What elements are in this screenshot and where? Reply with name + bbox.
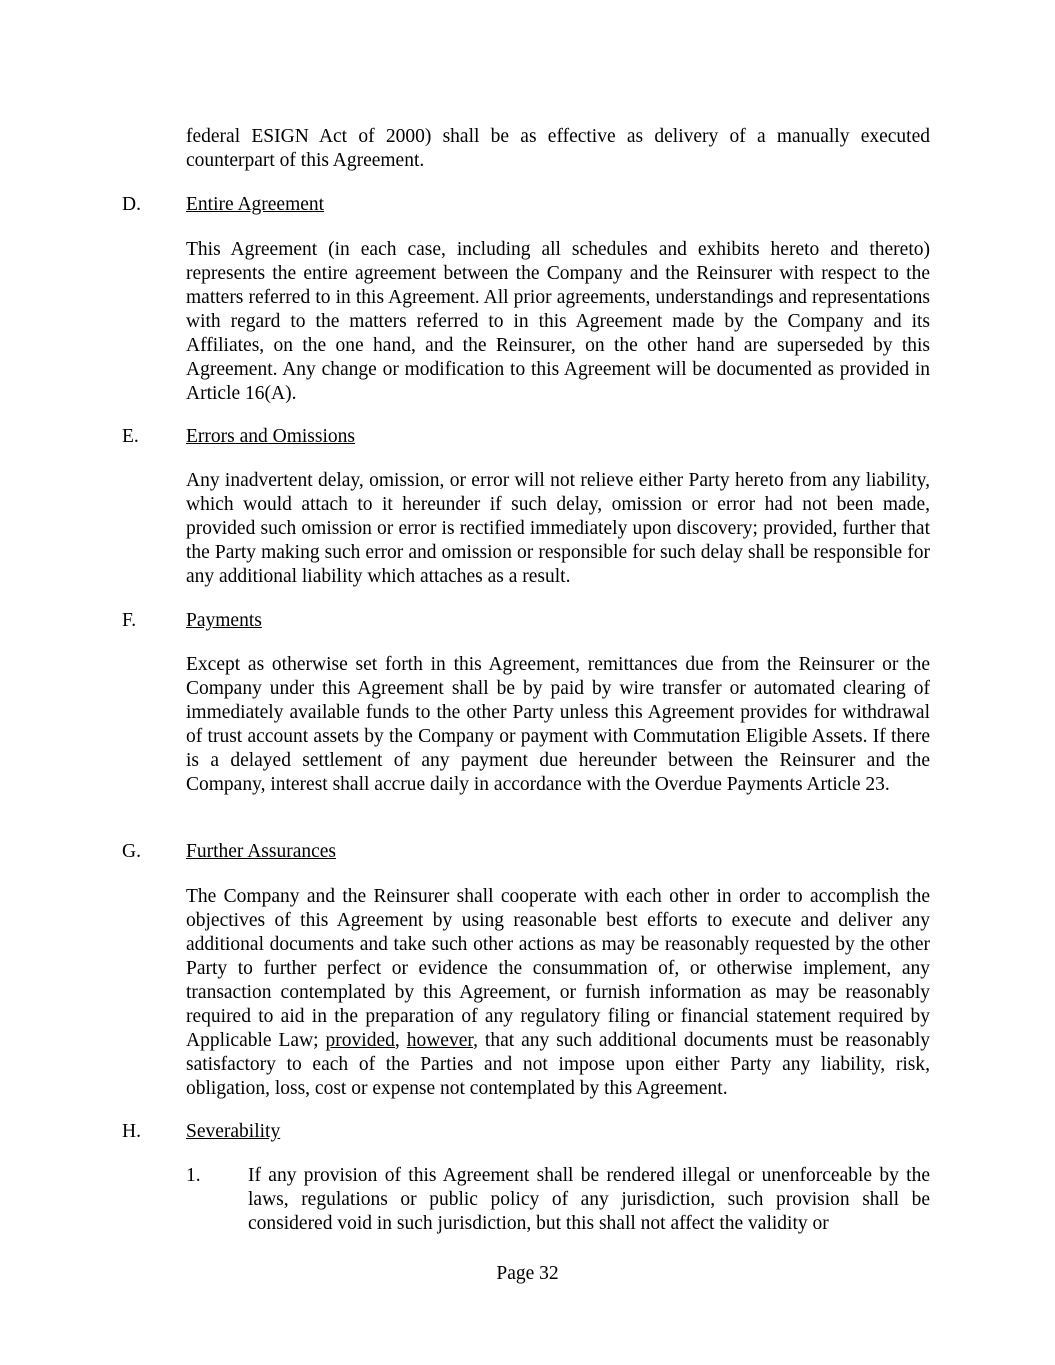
section-d-heading: Entire Agreement — [186, 194, 325, 215]
section-f-heading: Payments — [186, 610, 262, 631]
section-g-body-part1: The Company and the Reinsurer shall cooperate with each other in order to accomplish the objectives of this Agreement by using reasonable best efforts to execute and deliver any additional documents and take such other actions as may be reasonably requested by the other Party to further perfect or evidence the consummation of, or otherwise implement, any transaction contemplated by this Agreement, or furnish information as may be reasonably required to aid in the preparation of any regulatory filing or financial statement required by Applicable Law; — [186, 886, 930, 1051]
intro-paragraph: federal ESIGN Act of 2000) shall be as effective as delivery of a manually executed counterpart of this Agreement. — [186, 126, 930, 171]
section-h-letter: H. — [122, 1121, 141, 1142]
section-g-heading: Further Assurances — [186, 841, 337, 862]
section-d-body: This Agreement (in each case, including all schedules and exhibits hereto and thereto) represents the entire agreement between the Company and the Reinsurer with respect to the matters referred to in this Agreement. All prior agreements, understandings and representations with regard to the matters referred to in this Agreement made by the Company and its Affiliates, on the one hand, and the Reinsurer, on the other hand are superseded by this Agreement. Any change or modification to this Agreement will be documented as provided in Article 16(A). — [186, 239, 930, 404]
section-g-letter: G. — [122, 841, 141, 862]
section-h-item1-number: 1. — [186, 1165, 201, 1186]
section-g-body — [186, 885, 930, 1101]
section-e-body: Any inadvertent delay, omission, or error will not relieve either Party hereto from any liability, which would attach to it hereunder if such delay, omission or error had not been made, provided such omission or error is rectified immediately upon discovery; provided, further that the Party making such error and omission or responsible for such delay shall be responsible for any additional liability which attaches as a result. — [186, 470, 930, 587]
section-g-comma: , — [394, 1030, 407, 1051]
section-h-heading: Severability — [186, 1121, 281, 1142]
section-g-body-part2: , that any such additional documents must be reasonably satisfactory to each of the Parties and not impose upon either Party any liability, risk, obligation, loss, cost or expense not contemplated by this Agreement. — [186, 1030, 931, 1099]
section-f-letter: F. — [122, 610, 137, 631]
section-e-heading: Errors and Omissions — [186, 426, 355, 447]
provided-term: provided — [325, 1030, 395, 1051]
section-h-item1-text: If any provision of this Agreement shall be rendered illegal or unenforceable by the laws, regulations or public policy of any jurisdiction, such provision shall be considered void in such jurisdiction, but this shall not affect the validity or — [248, 1165, 930, 1234]
section-d-letter: D. — [122, 194, 141, 215]
however-term: however — [406, 1030, 474, 1051]
page-number: Page 32 — [496, 1263, 559, 1284]
section-f-body: Except as otherwise set forth in this Agreement, remittances due from the Reinsurer or the Company under this Agreement shall be by paid by wire transfer or automated clearing of immediately available funds to the other Party unless this Agreement provides for withdrawal of trust account assets by the Company or payment with Commutation Eligible Assets. If there is a delayed settlement of any payment due hereunder between the Reinsurer and the Company, interest shall accrue daily in accordance with the Overdue Payments Article 23. — [186, 654, 930, 795]
section-e-letter: E. — [122, 426, 139, 447]
